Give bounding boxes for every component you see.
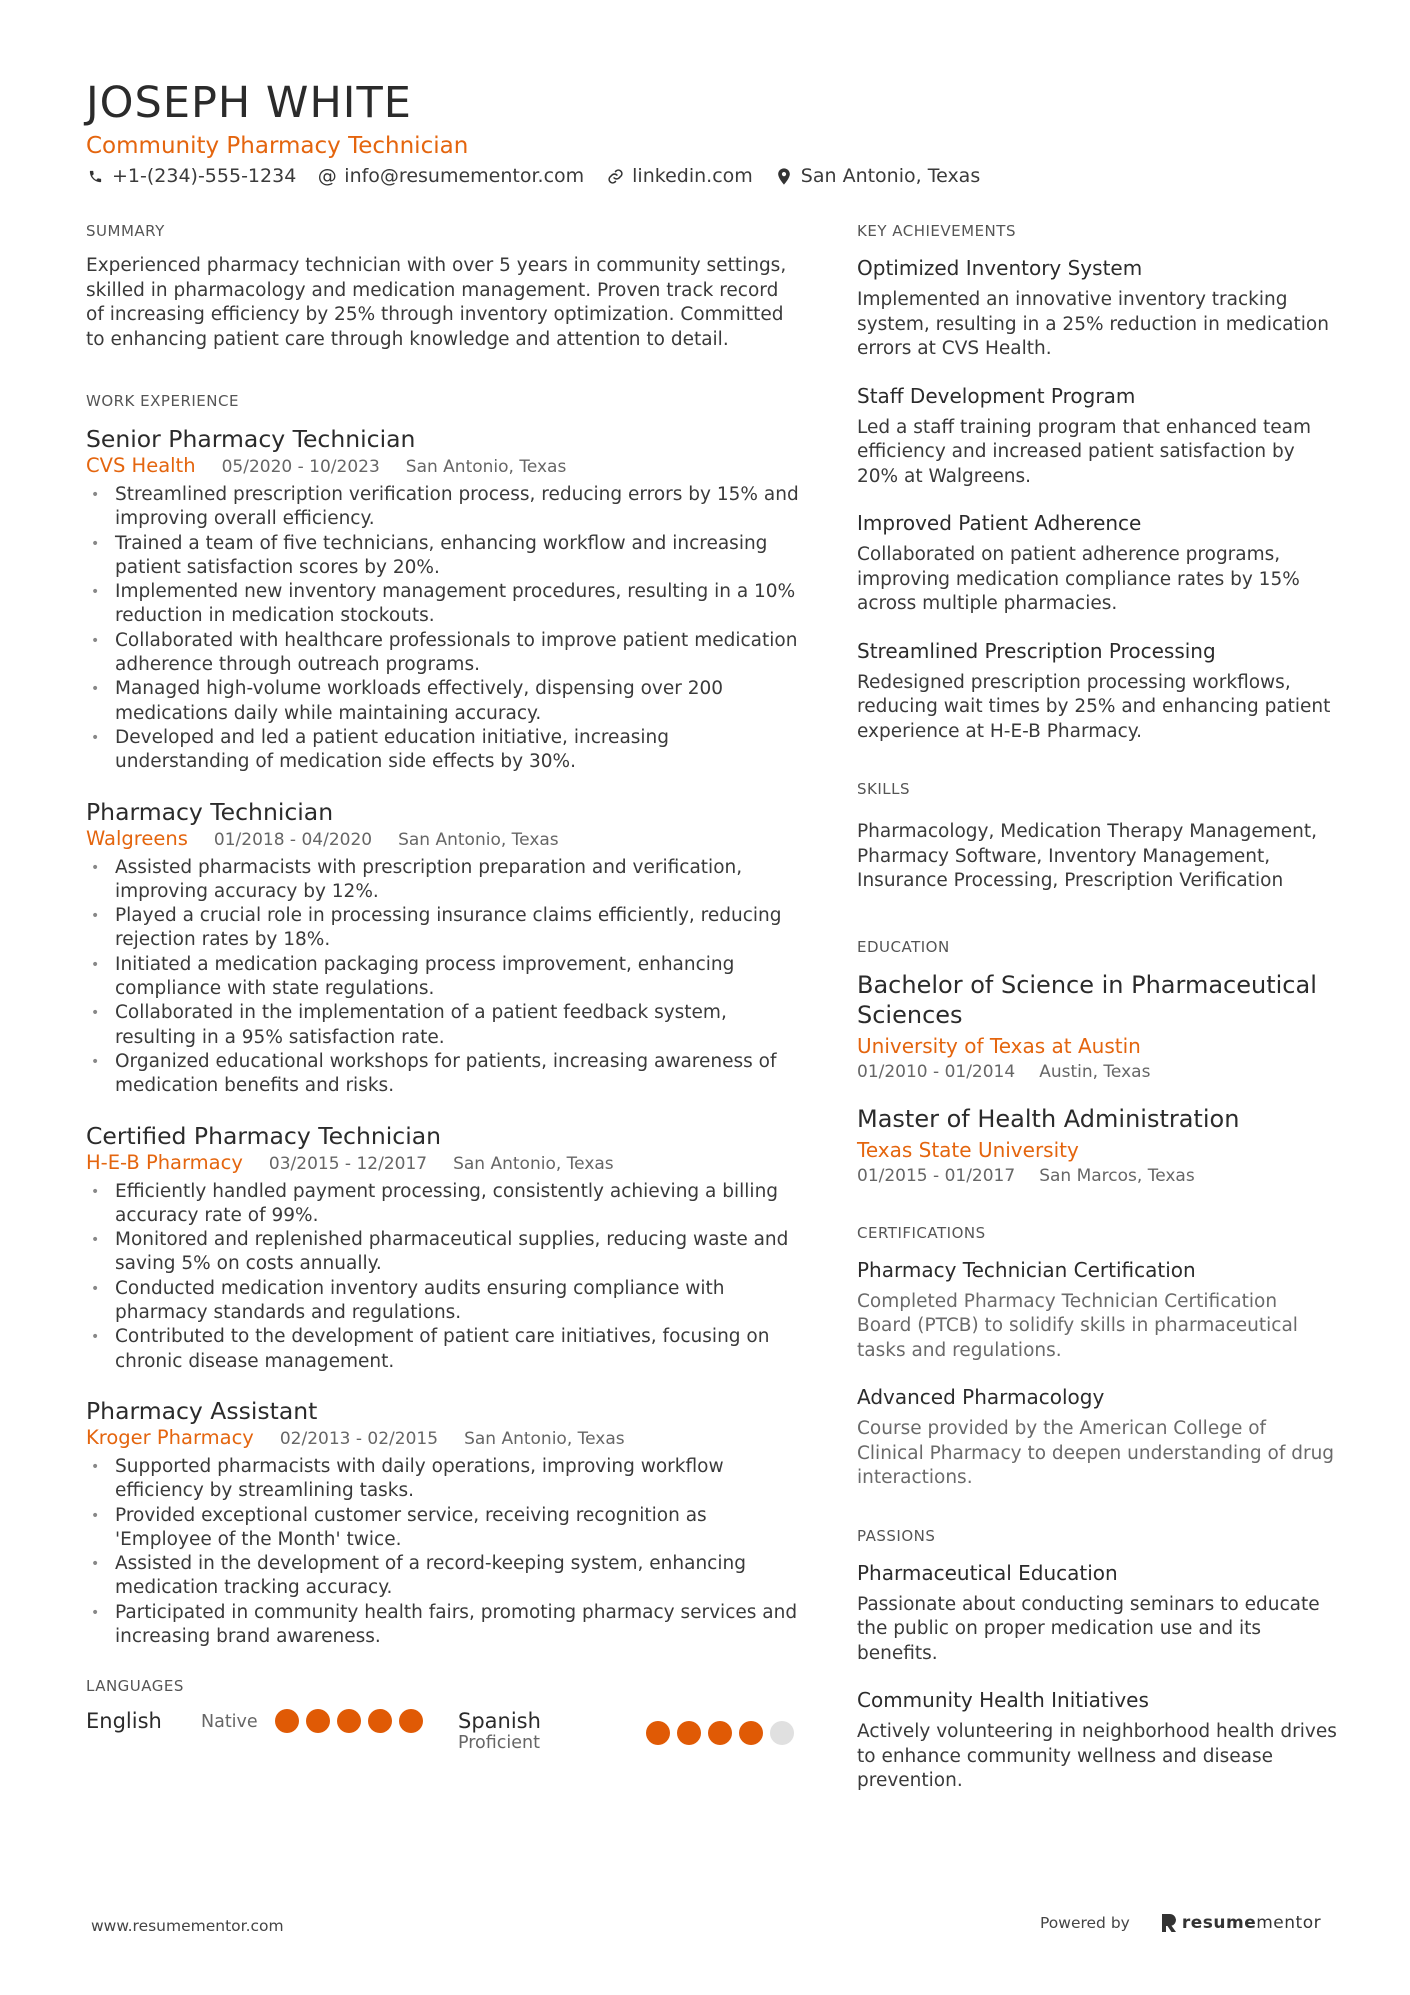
achievement-title: Optimized Inventory System <box>857 256 1143 280</box>
job-meta <box>86 827 801 850</box>
rating-dot-filled <box>275 1709 299 1733</box>
job-bullets <box>86 1180 801 1374</box>
powered-by-label: Powered by <box>1040 1914 1130 1932</box>
job-title: Pharmacy Technician <box>86 797 334 826</box>
rating-dot-filled <box>708 1721 732 1745</box>
job-bullet: • Trained a team of five technicians, enhancing workflow and increasing patient satisfaction scores by 20%. <box>86 532 801 581</box>
job-company: Kroger Pharmacy <box>86 1425 254 1449</box>
job-bullet: • Participated in community health fairs, promoting pharmacy services and increasing brand awareness. <box>86 1601 801 1650</box>
contact-phone-text: +1-(234)-555-1234 <box>112 165 297 187</box>
education-dates: 01/2015 - 01/2017 <box>857 1165 1016 1186</box>
contact-email[interactable] <box>318 165 584 187</box>
job-dates: 02/2013 - 02/2015 <box>279 1428 439 1449</box>
contact-linkedin[interactable] <box>606 165 753 187</box>
education-item <box>857 1104 1337 1188</box>
job-location: San Antonio, Texas <box>405 457 567 477</box>
certification-title: Advanced Pharmacology <box>857 1385 1105 1409</box>
job-bullets <box>86 1455 801 1649</box>
job-bullet: • Managed high-volume workloads effectively, dispensing over 200 medications daily while maintaining accuracy. <box>86 677 801 726</box>
passion-text: Actively volunteering in neighborhood health drives to enhance community wellness and disease prevention. <box>857 1721 1337 1791</box>
skills-section <box>857 780 1337 894</box>
contact-location-text: San Antonio, Texas <box>800 165 981 187</box>
candidate-name: JOSEPH WHITE <box>86 78 412 128</box>
job-bullet: • Initiated a medication packaging process improvement, enhancing compliance with state regulations. <box>86 953 801 1002</box>
education-meta <box>857 1164 1337 1188</box>
experience-section <box>86 392 801 1649</box>
language-english <box>86 1709 458 1733</box>
job-bullet: • Conducted medication inventory audits ensuring compliance with pharmacy standards and regulations. <box>86 1277 801 1326</box>
achievement-item <box>857 382 1337 490</box>
experience-title: WORK EXPERIENCE <box>86 392 239 410</box>
education-dates: 01/2010 - 01/2014 <box>857 1061 1016 1082</box>
job-bullet: • Organized educational workshops for patients, increasing awareness of medication benefits and risks. <box>86 1050 801 1099</box>
job-location: San Antonio, Texas <box>464 1428 625 1449</box>
skills-text: Pharmacology, Medication Therapy Management, Pharmacy Software, Inventory Management, Insurance Processing, Prescription Verification <box>857 821 1317 891</box>
summary-section <box>86 222 801 352</box>
achievement-text: Redesigned prescription processing workflows, reducing wait times by 25% and enhancing patient experience at H-E-B Pharmacy. <box>857 671 1331 742</box>
job-bullet: • Played a crucial role in processing insurance claims efficiently, reducing rejection rates by 18%. <box>86 904 801 953</box>
job-entry <box>86 797 801 1099</box>
education-title: EDUCATION <box>857 937 950 956</box>
resumementor-logo-icon <box>1160 1914 1176 1932</box>
certifications-section <box>857 1224 1337 1491</box>
language-spanish <box>458 1709 801 1753</box>
languages-section <box>86 1677 801 1753</box>
achievements-title: KEY ACHIEVEMENTS <box>857 222 1016 240</box>
summary-text: Experienced pharmacy technician with over 5 years in community settings, skilled in pharmacology and medication management. Proven track record of increasing efficiency by 25% through inventory optimization. Committed to enhancing patient care through knowledge and attention to detail. <box>86 255 787 350</box>
job-bullet: • Assisted in the development of a record-keeping system, enhancing medication tracking accuracy. <box>86 1552 801 1601</box>
achievement-text: Collaborated on patient adherence programs, improving medication compliance rates by 15% across multiple pharmacies. <box>857 544 1300 614</box>
rating-dot-filled <box>646 1721 670 1745</box>
certification-item <box>857 1256 1337 1364</box>
right-column <box>857 222 1337 1830</box>
brand-logo[interactable] <box>1160 1913 1321 1933</box>
job-entry <box>86 1121 801 1374</box>
job-bullet: • Assisted pharmacists with prescription preparation and verification, improving accuracy by 12%. <box>86 856 801 905</box>
job-company: Walgreens <box>86 826 188 850</box>
achievement-text: Implemented an innovative inventory tracking system, resulting in a 25% reduction in medication errors at CVS Health. <box>857 289 1329 359</box>
language-level: Native <box>201 1712 258 1733</box>
passion-title: Pharmaceutical Education <box>857 1560 1118 1585</box>
education-location: San Marcos, Texas <box>1039 1165 1195 1186</box>
contact-linkedin-text: linkedin.com <box>632 165 753 187</box>
education-school: University of Texas at Austin <box>857 1033 1141 1058</box>
job-company: H-E-B Pharmacy <box>86 1150 243 1174</box>
job-bullet: • Streamlined prescription verification process, reducing errors by 15% and improving overall efficiency. <box>86 483 801 532</box>
achievement-item <box>857 254 1337 362</box>
summary-title: SUMMARY <box>86 222 165 240</box>
job-title: Certified Pharmacy Technician <box>86 1121 442 1150</box>
link-icon <box>606 167 624 185</box>
job-bullet: • Contributed to the development of patient care initiatives, focusing on chronic disease management. <box>86 1325 801 1374</box>
achievement-title: Improved Patient Adherence <box>857 511 1142 535</box>
certification-title: Pharmacy Technician Certification <box>857 1257 1196 1282</box>
education-meta <box>857 1060 1337 1084</box>
certification-text: Course provided by the American College of Clinical Pharmacy to deepen understanding of drug interactions. <box>857 1418 1335 1488</box>
job-dates: 01/2018 - 04/2020 <box>213 829 373 850</box>
job-bullet: • Supported pharmacists with daily operations, improving workflow efficiency by streamlining tasks. <box>86 1455 801 1504</box>
passions-title: PASSIONS <box>857 1526 936 1545</box>
job-meta <box>86 1151 801 1174</box>
achievements-section <box>857 222 1337 744</box>
contact-phone[interactable] <box>86 165 296 187</box>
job-bullet: • Monitored and replenished pharmaceutical supplies, reducing waste and saving 5% on costs annually. <box>86 1228 801 1277</box>
language-rating <box>646 1721 801 1745</box>
job-entry <box>86 424 801 775</box>
job-bullet: • Collaborated with healthcare professionals to improve patient medication adherence through outreach programs. <box>86 629 801 678</box>
passion-text: Passionate about conducting seminars to educate the public on proper medication use and its benefits. <box>857 1593 1320 1664</box>
job-bullet: • Efficiently handled payment processing, consistently achieving a billing accuracy rate of 99%. <box>86 1180 801 1229</box>
job-bullets <box>86 483 801 775</box>
language-level: Proficient <box>458 1733 540 1754</box>
left-column <box>86 222 801 1753</box>
job-entry <box>86 1396 801 1649</box>
education-degree: Bachelor of Science in Pharmaceutical Sciences <box>857 970 1317 1029</box>
contact-email-text: info@resumementor.com <box>344 165 585 187</box>
job-meta <box>86 1426 801 1449</box>
job-title: Senior Pharmacy Technician <box>86 425 416 453</box>
language-name: English <box>86 1709 162 1734</box>
job-location: San Antonio, Texas <box>453 1153 614 1174</box>
job-bullet: • Developed and led a patient education initiative, increasing understanding of medication side effects by 30%. <box>86 726 801 775</box>
job-dates: 05/2020 - 10/2023 <box>221 457 380 477</box>
passion-item <box>857 1559 1337 1667</box>
candidate-role: Community Pharmacy Technician <box>86 133 469 159</box>
education-item <box>857 970 1337 1084</box>
education-section <box>857 938 1337 1188</box>
footer-powered <box>1040 1913 1321 1933</box>
languages-title: LANGUAGES <box>86 1677 184 1696</box>
job-company: CVS Health <box>86 454 196 477</box>
certifications-title: CERTIFICATIONS <box>857 1223 986 1242</box>
rating-dot-filled <box>306 1709 330 1733</box>
footer-website[interactable]: www.resumementor.com <box>91 1917 284 1935</box>
job-bullet: • Implemented new inventory management procedures, resulting in a 10% reduction in medication stockouts. <box>86 580 801 629</box>
job-dates: 03/2015 - 12/2017 <box>268 1153 428 1174</box>
achievement-item <box>857 637 1337 745</box>
brand-bold: resume <box>1181 1913 1257 1933</box>
achievement-title: Streamlined Prescription Processing <box>857 638 1216 663</box>
passion-item <box>857 1686 1337 1794</box>
rating-dot-filled <box>677 1721 701 1745</box>
job-meta <box>86 454 801 477</box>
contact-bar <box>86 165 1002 187</box>
language-name: Spanish <box>458 1709 541 1734</box>
languages-row <box>86 1709 801 1753</box>
certification-text: Completed Pharmacy Technician Certification Board (PTCB) to solidify skills in pharmaceutical tasks and regulations. <box>857 1290 1298 1361</box>
job-title: Pharmacy Assistant <box>86 1396 318 1425</box>
at-icon: @ <box>317 165 337 187</box>
passions-section <box>857 1527 1337 1794</box>
achievement-title: Staff Development Program <box>857 383 1136 408</box>
contact-location <box>775 165 980 187</box>
rating-dot-filled <box>399 1709 423 1733</box>
job-bullet: • Collaborated in the implementation of a patient feedback system, resulting in a 95% satisfaction rate. <box>86 1001 801 1050</box>
education-degree: Master of Health Administration <box>857 1104 1240 1133</box>
rating-dot-filled <box>739 1721 763 1745</box>
brand-rest: mentor <box>1256 1913 1322 1933</box>
education-location: Austin, Texas <box>1039 1061 1151 1082</box>
location-pin-icon <box>775 167 793 185</box>
job-bullets <box>86 856 801 1099</box>
rating-dot-filled <box>337 1709 361 1733</box>
phone-icon <box>86 167 104 185</box>
language-rating <box>275 1709 430 1733</box>
passion-title: Community Health Initiatives <box>857 1688 1149 1712</box>
job-bullet: • Provided exceptional customer service, receiving recognition as 'Employee of the Month' twice. <box>86 1504 801 1553</box>
achievement-item <box>857 509 1337 617</box>
skills-title: SKILLS <box>857 780 911 798</box>
education-school: Texas State University <box>857 1137 1079 1162</box>
achievement-text: Led a staff training program that enhanced team efficiency and increased patient satisfaction by 20% at Walgreens. <box>857 416 1311 487</box>
certification-item <box>857 1383 1337 1491</box>
job-location: San Antonio, Texas <box>398 829 559 850</box>
rating-dot-filled <box>368 1709 392 1733</box>
rating-dot-empty <box>770 1721 794 1745</box>
